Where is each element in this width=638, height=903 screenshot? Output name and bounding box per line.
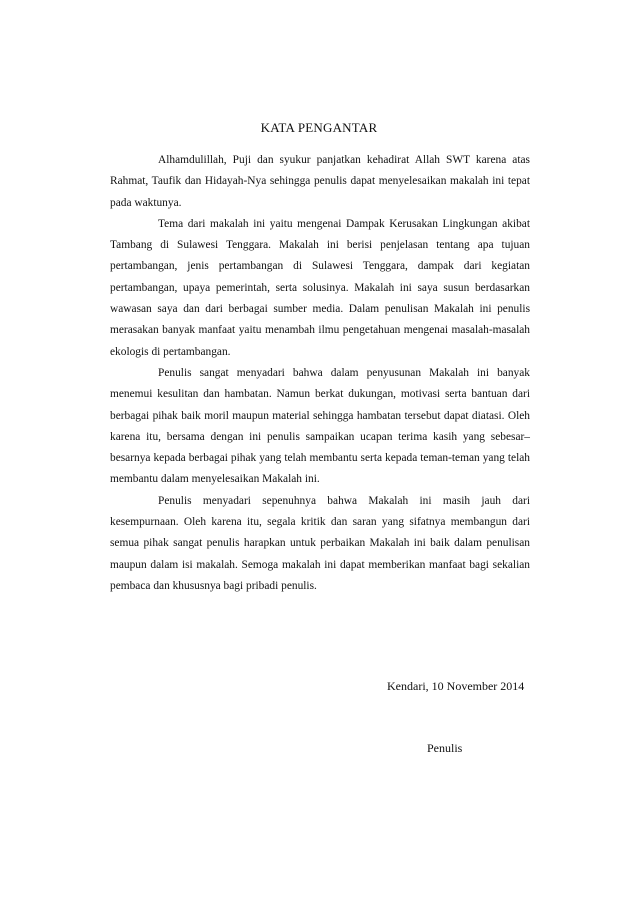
paragraph-3: Penulis sangat menyadari bahwa dalam penyusunan Makalah ini banyak menemui kesulitan dan hambatan. Namun berkat dukungan, motivasi serta bantuan dari berbagai pihak baik moril maupun material sehingga hambatan tersebut dapat diatasi. Oleh karena itu, bersama dengan ini penulis sampaikan ucapan terima kasih yang sebesar–besarnya kepada berbagai pihak yang telah membantu serta kepada teman-teman yang telah membantu dalam menyelesaikan Makalah ini. [110,366,530,486]
paragraph-4: Penulis menyadari sepenuhnya bahwa Makalah ini masih jauh dari kesempurnaan. Oleh karena itu, segala kritik dan saran yang sifatnya membangun dari semua pihak sangat penulis harapkan untuk perbaikan Makalah ini baik dalam penulisan maupun dalam isi makalah. Semoga makalah ini dapat memberikan manfaat bagi sekalian pembaca dan khususnya bagi pribadi penulis. [110,494,530,592]
paragraph-1: Alhamdulillah, Puji dan syukur panjatkan kehadirat Allah SWT karena atas Rahmat, Taufik dan Hidayah-Nya sehingga penulis dapat menyelesaikan makalah ini tepat pada waktunya. [110,154,530,209]
document-body [110,150,530,597]
paragraph-2: Tema dari makalah ini yaitu mengenai Dampak Kerusakan Lingkungan akibat Tambang di Sulawesi Tenggara. Makalah ini berisi penjelasan tentang apa tujuan pertambangan, jenis pertambangan di Sulawesi Tenggara, dampak dari kegiatan pertambangan, upaya pemerintah, serta solusinya. Makalah ini saya susun berdasarkan wawasan saya dan dari berbagai sumber media. Dalam penulisan Makalah ini penulis merasakan banyak manfaat yaitu menambah ilmu pengetahuan mengenai masalah-masalah ekologis di pertambangan. [110,217,530,358]
place-date: Kendari, 10 November 2014 [387,679,525,693]
page-title: KATA PENGANTAR [260,120,378,135]
author-signature: Penulis [427,741,463,755]
